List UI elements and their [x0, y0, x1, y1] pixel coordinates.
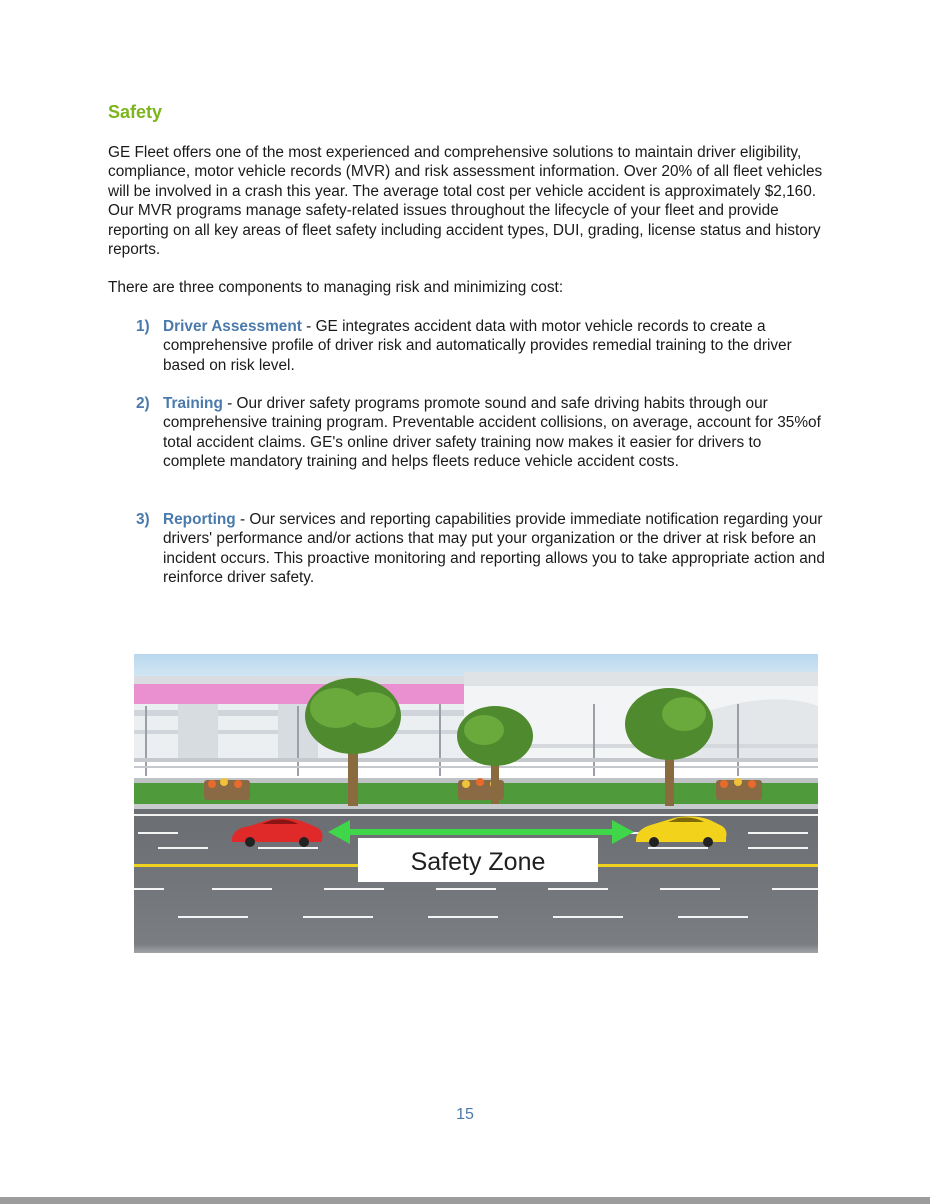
components-intro: There are three components to managing risk and minimizing cost: [108, 279, 564, 296]
safety-zone-illustration [128, 648, 824, 972]
list-item-training [136, 394, 826, 472]
list-term: Driver Assessment [163, 318, 302, 335]
list-text: - Our services and reporting capabilities provide immediate notification regarding your drivers' performance and/or actions that may put your organization or the driver at risk before an incident occurs. This proactive monitoring and reporting allows you to take appropriate action and reinforce driver safety. [163, 511, 825, 587]
page-bottom-border [0, 1197, 930, 1204]
list-text: - Our driver safety programs promote sound and safe driving habits through our comprehensive training program. Preventable accident collisions, on average, account for 35%of total accident claims. GE's online driver safety training now makes it easier for drivers to complete mandatory training and helps fleets reduce vehicle accident costs. [163, 395, 821, 471]
safety-zone-label: Safety Zone [410, 848, 546, 876]
page-number: 15 [456, 1106, 474, 1123]
list-term: Training [163, 395, 223, 412]
list-number: 1) [136, 318, 150, 335]
list-number: 3) [136, 511, 150, 528]
list-item-reporting [136, 510, 826, 588]
list-item-driver-assessment [136, 317, 826, 375]
list-number: 2) [136, 395, 150, 412]
list-term: Reporting [163, 511, 236, 528]
intro-paragraph: GE Fleet offers one of the most experienced and comprehensive solutions to maintain driver eligibility, compliance, motor vehicle records (MVR) and risk assessment information. Over 20% of all fleet vehicles will be involved in a crash this year. The average total cost per vehicle accident is approximately $2,160. Our MVR programs manage safety-related issues throughout the lifecycle of your fleet and provide reporting on all key areas of fleet safety including accident types, DUI, grading, license status and history reports. [108, 144, 823, 259]
list-text: - GE integrates accident data with motor vehicle records to create a comprehensive profile of driver risk and automatically provides remedial training to the driver based on risk level. [163, 318, 792, 374]
section-heading: Safety [108, 102, 163, 122]
